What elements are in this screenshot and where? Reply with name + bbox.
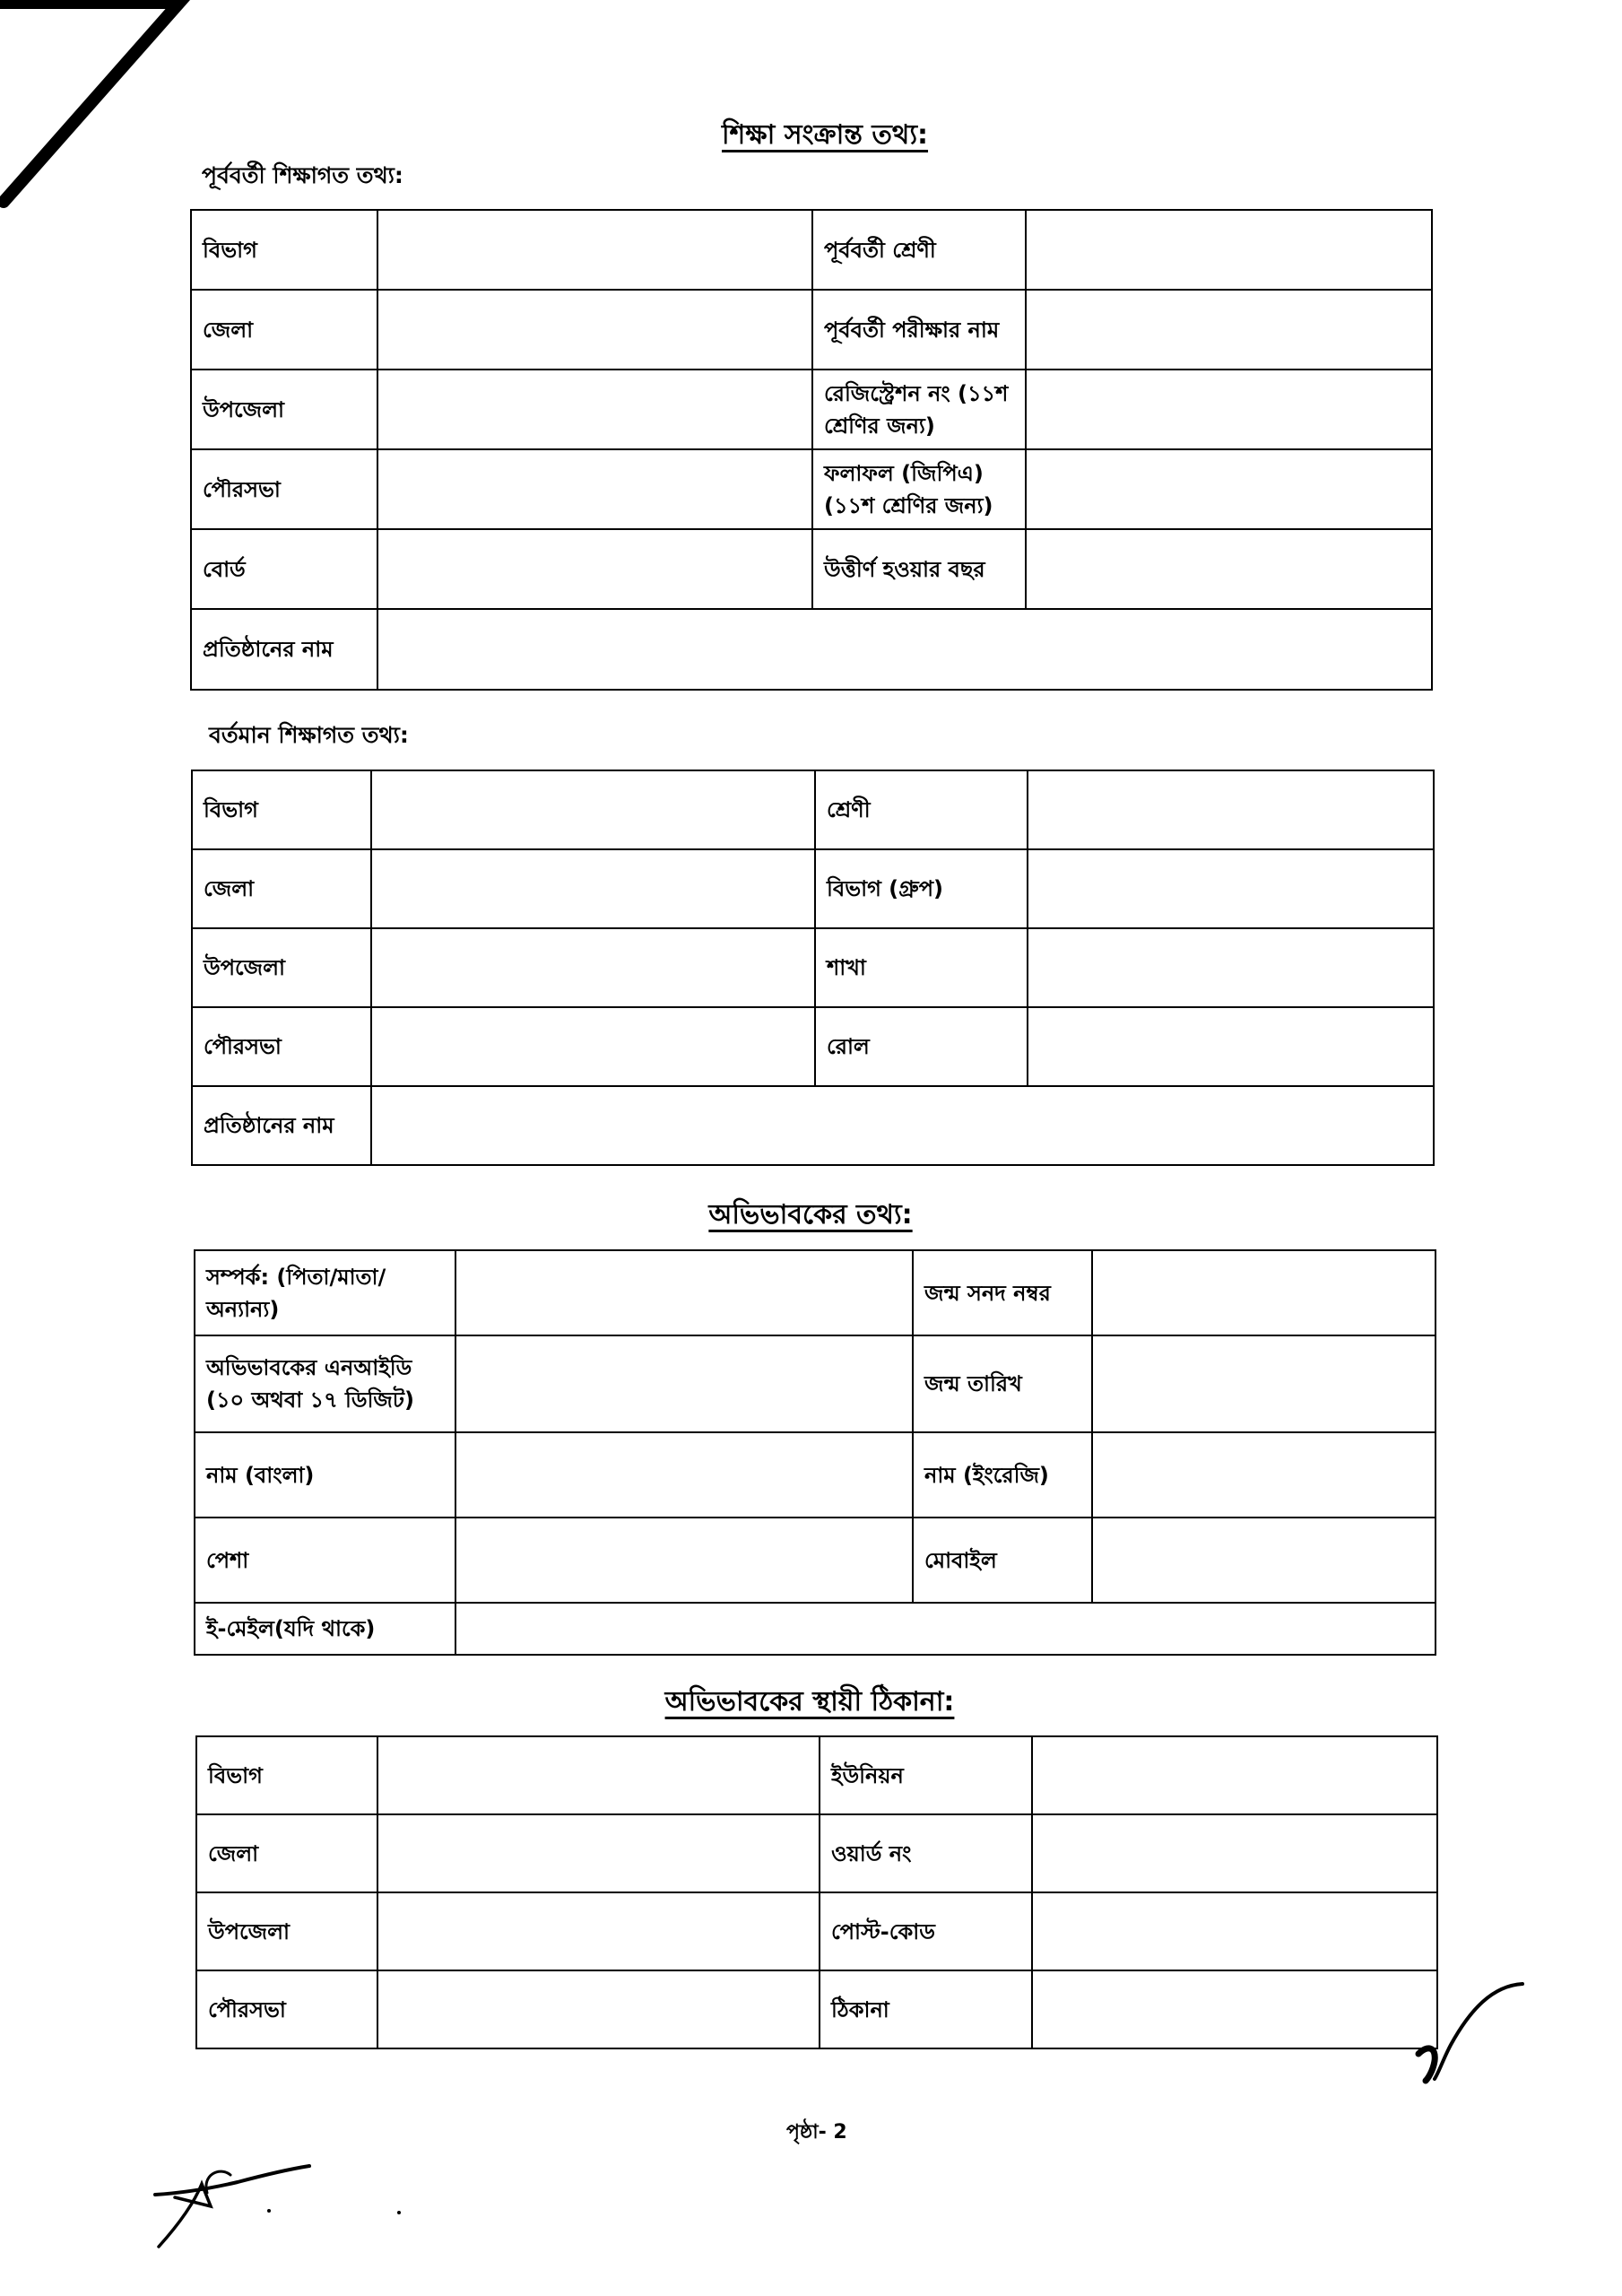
table-row (192, 1007, 1434, 1086)
table-row (196, 1970, 1437, 2048)
field-label: পেশা (195, 1518, 455, 1603)
ward-number-field[interactable] (1032, 1814, 1437, 1892)
guardian-address-table (195, 1735, 1438, 2049)
table-row (196, 1814, 1437, 1892)
field-label: ই-মেইল(যদি থাকে) (195, 1603, 455, 1655)
municipality-field[interactable] (377, 449, 812, 529)
table-row (191, 609, 1432, 690)
field-label: পূর্ববর্তী শ্রেণী (812, 210, 1026, 290)
field-label: রোল (815, 1007, 1028, 1086)
field-label: মোবাইল (913, 1518, 1092, 1603)
table-row (192, 770, 1434, 849)
table-row (192, 928, 1434, 1007)
table-row (195, 1432, 1436, 1518)
upazila-field[interactable] (377, 370, 812, 449)
field-label: শাখা (815, 928, 1028, 1007)
upazila-field[interactable] (377, 1892, 820, 1970)
passing-year-field[interactable] (1026, 529, 1432, 609)
table-row (191, 529, 1432, 609)
birth-certificate-number-field[interactable] (1092, 1250, 1436, 1335)
division-field[interactable] (377, 210, 812, 290)
union-field[interactable] (1032, 1736, 1437, 1814)
field-label: জন্ম সনদ নম্বর (913, 1250, 1092, 1335)
division-field[interactable] (377, 1736, 820, 1814)
field-label: পৌরসভা (191, 449, 377, 529)
table-row (196, 1892, 1437, 1970)
institution-name-field[interactable] (377, 609, 1432, 690)
table-row (196, 1736, 1437, 1814)
post-code-field[interactable] (1032, 1892, 1437, 1970)
result-gpa-field[interactable] (1026, 449, 1432, 529)
table-row (195, 1518, 1436, 1603)
current-education-table (191, 770, 1435, 1166)
field-label: উপজেলা (196, 1892, 377, 1970)
table-row (195, 1250, 1436, 1335)
field-label: অভিভাবকের এনআইডি (১০ অথবা ১৭ ডিজিট) (195, 1335, 455, 1432)
district-field[interactable] (377, 1814, 820, 1892)
board-field[interactable] (377, 529, 812, 609)
field-label: জেলা (192, 849, 371, 928)
field-label: প্রতিষ্ঠানের নাম (191, 609, 377, 690)
field-label: জেলা (196, 1814, 377, 1892)
name-bangla-field[interactable] (455, 1432, 913, 1518)
guardian-address-heading: অভিভাবকের স্থায়ী ঠিকানা: (664, 1686, 955, 1718)
table-row (191, 290, 1432, 370)
address-field[interactable] (1032, 1970, 1437, 2048)
initial-signature-mark (1408, 1973, 1533, 2090)
field-label: সম্পর্ক: (পিতা/মাতা/অন্যান্য) (195, 1250, 455, 1335)
date-of-birth-field[interactable] (1092, 1335, 1436, 1432)
relation-field[interactable] (455, 1250, 913, 1335)
field-label: পৌরসভা (192, 1007, 371, 1086)
previous-exam-name-field[interactable] (1026, 290, 1432, 370)
table-row (192, 849, 1434, 928)
section-field[interactable] (1028, 928, 1434, 1007)
roll-field[interactable] (1028, 1007, 1434, 1086)
table-row (191, 449, 1432, 529)
district-field[interactable] (371, 849, 815, 928)
name-english-field[interactable] (1092, 1432, 1436, 1518)
guardian-info-table (194, 1249, 1436, 1656)
field-label: উত্তীর্ণ হওয়ার বছর (812, 529, 1026, 609)
table-row (191, 210, 1432, 290)
previous-class-field[interactable] (1026, 210, 1432, 290)
field-label: নাম (বাংলা) (195, 1432, 455, 1518)
institution-name-field[interactable] (371, 1086, 1434, 1165)
field-label: বিভাগ (196, 1736, 377, 1814)
field-label: উপজেলা (191, 370, 377, 449)
field-label: উপজেলা (192, 928, 371, 1007)
field-label: ইউনিয়ন (820, 1736, 1032, 1814)
previous-education-table (190, 209, 1433, 691)
class-field[interactable] (1028, 770, 1434, 849)
field-label: বিভাগ (গ্রুপ) (815, 849, 1028, 928)
field-label: ওয়ার্ড নং (820, 1814, 1032, 1892)
mobile-field[interactable] (1092, 1518, 1436, 1603)
municipality-field[interactable] (377, 1970, 820, 2048)
registration-number-field[interactable] (1026, 370, 1432, 449)
occupation-field[interactable] (455, 1518, 913, 1603)
corner-scan-mark (0, 0, 206, 215)
municipality-field[interactable] (371, 1007, 815, 1086)
field-label: বোর্ড (191, 529, 377, 609)
page-number: পৃষ্ঠা- 2 (786, 2121, 847, 2144)
field-label: ঠিকানা (820, 1970, 1032, 2048)
guardian-nid-field[interactable] (455, 1335, 913, 1432)
field-label: বিভাগ (192, 770, 371, 849)
page-title: শিক্ষা সংক্রান্ত তথ্য: (721, 119, 929, 151)
table-row (192, 1086, 1434, 1165)
field-label: রেজিস্ট্রেশন নং (১১শ শ্রেণির জন্য) (812, 370, 1026, 449)
table-row (195, 1335, 1436, 1432)
current-education-heading: বর্তমান শিক্ষাগত তথ্য: (209, 722, 409, 748)
field-label: পূর্ববর্তী পরীক্ষার নাম (812, 290, 1026, 370)
field-label: পোস্ট-কোড (820, 1892, 1032, 1970)
guardian-info-heading: অভিভাবকের তথ্য: (708, 1199, 913, 1231)
signature-mark (148, 2157, 399, 2256)
group-field[interactable] (1028, 849, 1434, 928)
email-field[interactable] (455, 1603, 1436, 1655)
field-label: শ্রেণী (815, 770, 1028, 849)
field-label: প্রতিষ্ঠানের নাম (192, 1086, 371, 1165)
field-label: পৌরসভা (196, 1970, 377, 2048)
table-row (195, 1603, 1436, 1655)
field-label: ফলাফল (জিপিএ) (১১শ শ্রেণির জন্য) (812, 449, 1026, 529)
field-label: জন্ম তারিখ (913, 1335, 1092, 1432)
table-row (191, 370, 1432, 449)
field-label: বিভাগ (191, 210, 377, 290)
division-field[interactable] (371, 770, 815, 849)
field-label: নাম (ইংরেজি) (913, 1432, 1092, 1518)
field-label: জেলা (191, 290, 377, 370)
previous-education-heading: পূর্ববর্তী শিক্ষাগত তথ্য: (202, 162, 403, 188)
upazila-field[interactable] (371, 928, 815, 1007)
district-field[interactable] (377, 290, 812, 370)
